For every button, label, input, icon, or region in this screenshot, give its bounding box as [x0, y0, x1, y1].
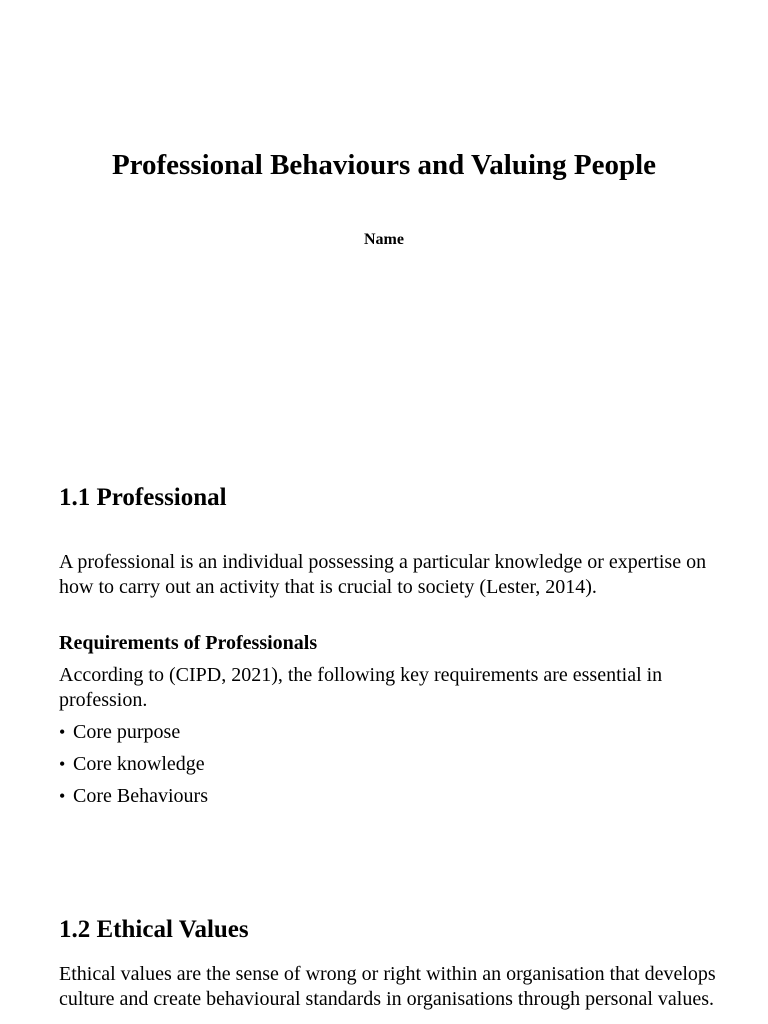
section-heading-ethical-values: 1.2 Ethical Values — [59, 916, 249, 943]
section-paragraph-ethical-values: Ethical values are the sense of wrong or right within an organisation that develops culture and create behavioural standards in organisations through personal values. — [59, 963, 716, 1010]
section-heading-professional: 1.1 Professional — [59, 484, 227, 511]
requirements-intro: According to (CIPD, 2021), the following key requirements are essential in profession. — [59, 664, 663, 711]
list-item — [59, 784, 208, 816]
bullet-icon: • — [59, 786, 66, 806]
document-title: Professional Behaviours and Valuing People — [111, 149, 657, 181]
list-item-label: Core Behaviours — [73, 785, 208, 807]
list-item-label: Core knowledge — [73, 753, 205, 775]
bullet-icon: • — [59, 722, 66, 742]
bullet-icon: • — [59, 754, 66, 774]
section-paragraph-professional: A professional is an individual possessing a particular knowledge or expertise on how to carry out an activity that is crucial to society (Lester, 2014). — [59, 551, 707, 598]
subheading-requirements: Requirements of Professionals — [59, 632, 318, 654]
list-item-label: Core purpose — [73, 721, 181, 743]
author-name: Name — [364, 231, 404, 248]
list-item — [59, 720, 208, 752]
list-item — [59, 752, 208, 784]
requirements-list — [59, 720, 208, 816]
